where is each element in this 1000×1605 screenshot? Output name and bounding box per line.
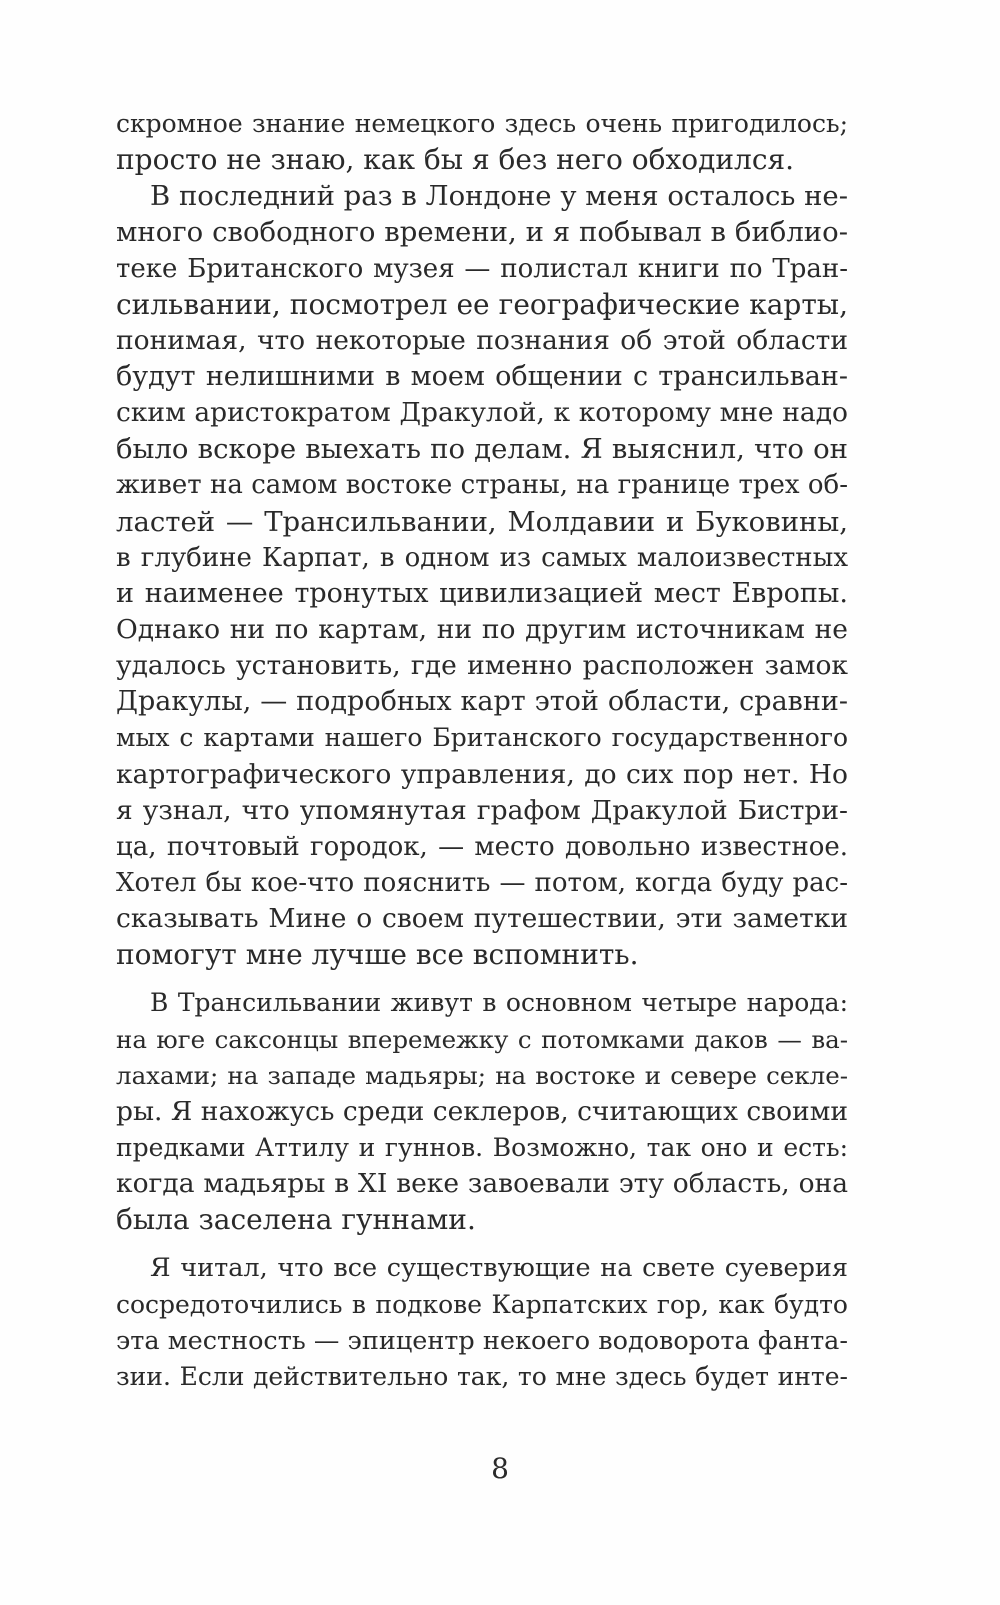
text-line: в глубине Карпат, в одном из самых малоизвестных: [116, 542, 848, 573]
text-line: была заселена гуннами.: [116, 1203, 476, 1237]
paragraph: [116, 178, 848, 973]
text-line: когда мадьяры в XI веке завоевали эту область, она: [116, 1168, 848, 1200]
text-line: В Трансильвании живут в основном четыре народа:: [150, 988, 848, 1018]
text-line: Однако ни по картам, ни по другим источникам не: [116, 613, 848, 645]
text-line: теке Британского музея — полистал книги по Тран-: [116, 253, 848, 284]
text-line: мых с картами нашего Британского государственного: [116, 723, 848, 753]
text-line: Дракулы, — подробных карт этой области, сравни-: [116, 686, 848, 718]
page-number: 8: [491, 1452, 509, 1485]
text-line: лахами; на западе мадьяры; на востоке и севере секле-: [116, 1060, 848, 1090]
text-line: на юге саксонцы вперемежку с потомками даков — ва-: [116, 1024, 848, 1054]
text-line: я узнал, что упомянутая графом Дракулой Бистри-: [116, 794, 848, 826]
text-line: В последний раз в Лондоне у меня осталось не-: [150, 180, 848, 213]
text-line: сильвании, посмотрел ее географические карты,: [116, 287, 848, 321]
text-line: было вскоре выехать по делам. Я выяснил, что он: [116, 433, 848, 466]
text-line: сказывать Мине о своем путешествии, эти заметки: [116, 903, 848, 935]
paragraph: [116, 106, 848, 178]
text-line: сосредоточились в подкове Карпатских гор, как будто: [116, 1289, 848, 1319]
text-line: эта местность — эпицентр некоего водоворота фанта-: [116, 1325, 848, 1356]
text-line: и наименее тронутых цивилизацией мест Европы.: [116, 577, 848, 609]
paragraph: [116, 1250, 848, 1395]
text-line: живет на самом востоке страны, на границе трех об-: [116, 470, 848, 501]
text-line: Я читал, что все существующие на свете суеверия: [150, 1253, 848, 1284]
text-line: ским аристократом Дракулой, к которому мне надо: [116, 397, 848, 429]
text-line: много свободного времени, и я побывал в библио-: [116, 216, 848, 249]
text-line: ца, почтовый городок, — место довольно известное.: [116, 831, 848, 862]
text-line: картографического управления, до сих пор нет. Но: [116, 758, 848, 790]
text-line: Хотел бы кое-что пояснить — потом, когда буду рас-: [116, 867, 848, 898]
text-line: предками Аттилу и гуннов. Возможно, так оно и есть:: [116, 1132, 848, 1162]
body-text: [116, 106, 848, 1395]
text-line: помогут мне лучше все вспомнить.: [116, 938, 639, 972]
text-line: ры. Я нахожусь среди секлеров, считающих своими: [116, 1095, 848, 1127]
text-line: зии. Если действительно так, то мне здесь будет инте-: [116, 1361, 848, 1391]
paragraph: [116, 985, 848, 1238]
text-line: удалось установить, где именно расположен замок: [116, 650, 848, 682]
text-line: скромное знание немецкого здесь очень пригодилось;: [116, 109, 848, 138]
text-line: ластей — Трансильвании, Молдавии и Буковины,: [116, 505, 848, 538]
text-line: будут нелишними в моем общении с трансильван-: [116, 360, 848, 392]
text-line: просто не знаю, как бы я без него обходился.: [116, 143, 795, 177]
text-line: понимая, что некоторые познания об этой области: [116, 324, 848, 356]
